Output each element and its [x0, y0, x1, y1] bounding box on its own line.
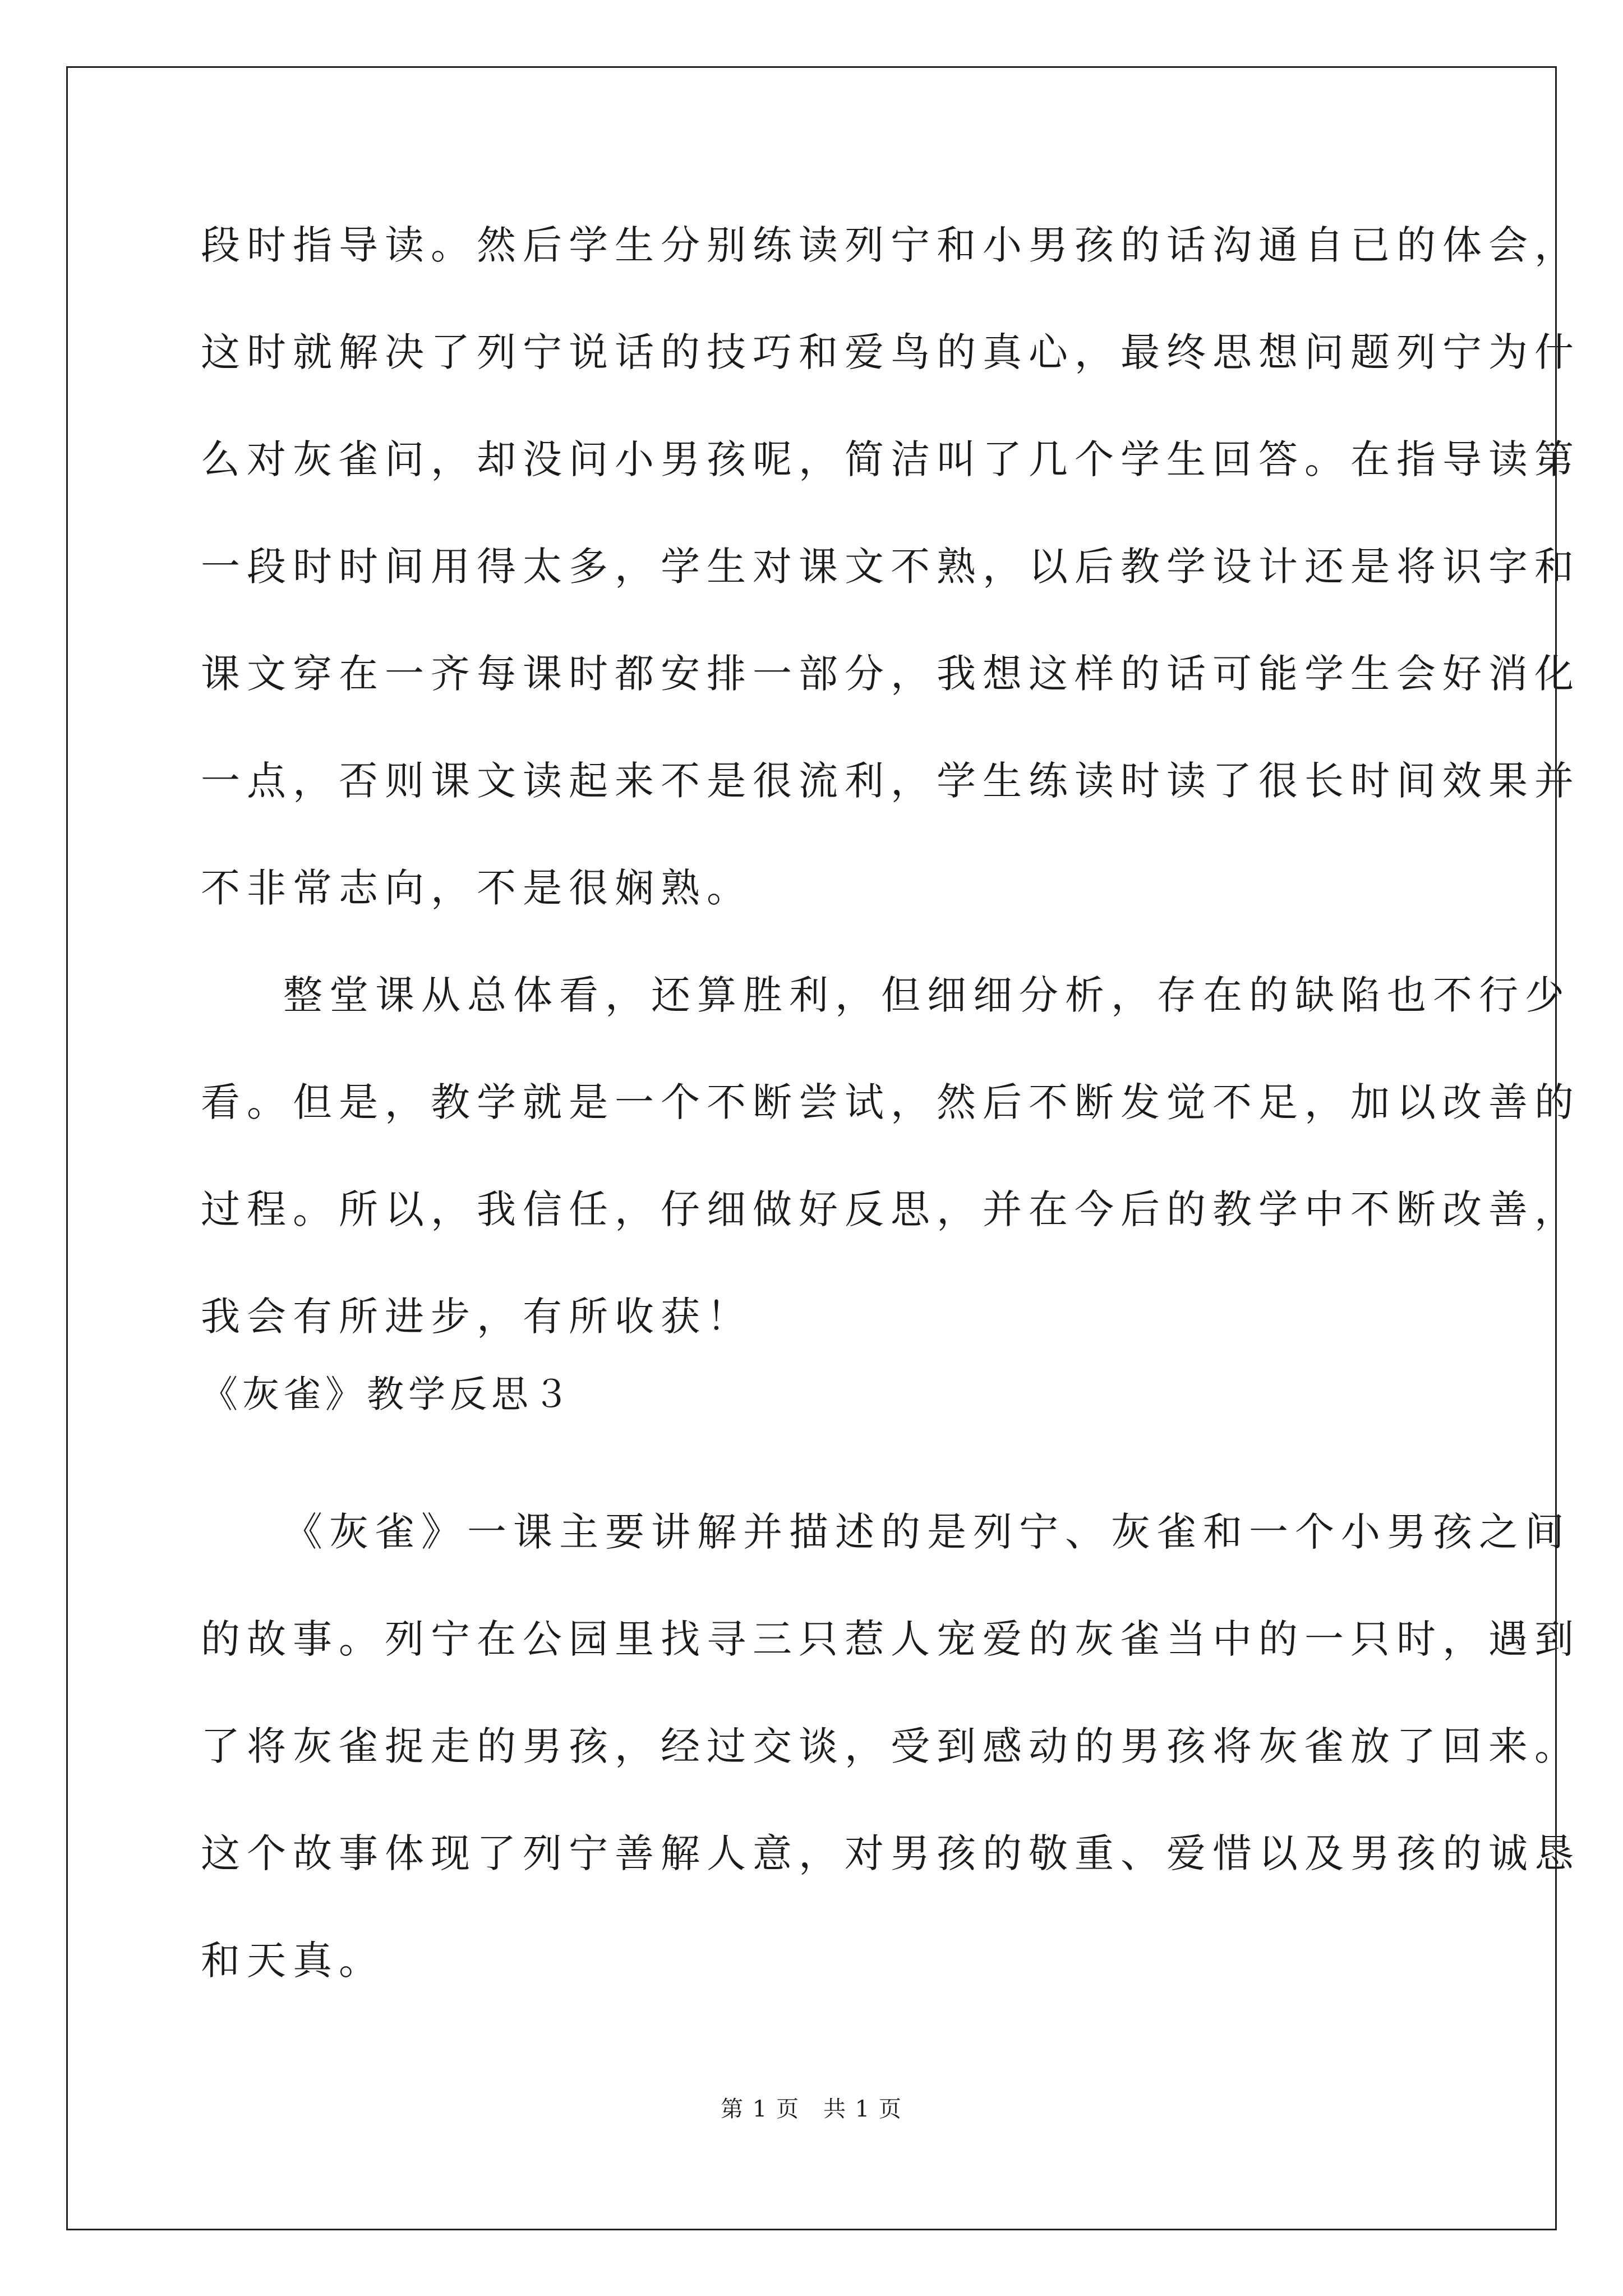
- page-border: [66, 66, 1557, 2230]
- paragraph-1-line-6: 一点，否则课文读起来不是很流利，学生练读时读了很长时间效果并: [201, 758, 1580, 804]
- paragraph-1-line-2: 这时就解决了列宁说话的技巧和爱鸟的真心，最终思想问题列宁为什: [201, 329, 1580, 375]
- paragraph-2-line-3: 过程。所以，我信任，仔细做好反思，并在今后的教学中不断改善，: [201, 1186, 1580, 1232]
- paragraph-1-line-5: 课文穿在一齐每课时都安排一部分，我想这样的话可能学生会好消化: [201, 651, 1580, 697]
- section-heading: 《灰雀》教学反思３: [201, 1373, 574, 1416]
- paragraph-2-line-4: 我会有所进步，有所收获！: [201, 1294, 753, 1340]
- paragraph-1-line-1: 段时指导读。然后学生分别练读列宁和小男孩的话沟通自已的体会，: [201, 222, 1580, 268]
- paragraph-3-line-2: 的故事。列宁在公园里找寻三只惹人宠爱的灰雀当中的一只时，遇到: [201, 1616, 1580, 1662]
- paragraph-1-line-4: 一段时时间用得太多，学生对课文不熟，以后教学设计还是将识字和: [201, 544, 1580, 590]
- paragraph-3-line-1: 《灰雀》一课主要讲解并描述的是列宁、灰雀和一个小男孩之间: [283, 1509, 1571, 1555]
- paragraph-1-line-3: 么对灰雀问，却没问小男孩呢，简洁叫了几个学生回答。在指导读第: [201, 436, 1580, 482]
- paragraph-3-line-5: 和天真。: [201, 1938, 385, 1984]
- paragraph-1-line-7: 不非常志向，不是很娴熟。: [201, 865, 753, 911]
- paragraph-3-line-3: 了将灰雀捉走的男孩，经过交谈，受到感动的男孩将灰雀放了回来。: [201, 1723, 1580, 1769]
- page-footer: 第 1 页 共 1 页: [721, 2096, 902, 2122]
- paragraph-2-line-2: 看。但是，教学就是一个不断尝试，然后不断发觉不足，加以改善的: [201, 1079, 1580, 1125]
- paragraph-2-line-1: 整堂课从总体看，还算胜利，但细细分析，存在的缺陷也不行少: [283, 972, 1571, 1018]
- paragraph-3-line-4: 这个故事体现了列宁善解人意，对男孩的敬重、爱惜以及男孩的诚恳: [201, 1830, 1580, 1876]
